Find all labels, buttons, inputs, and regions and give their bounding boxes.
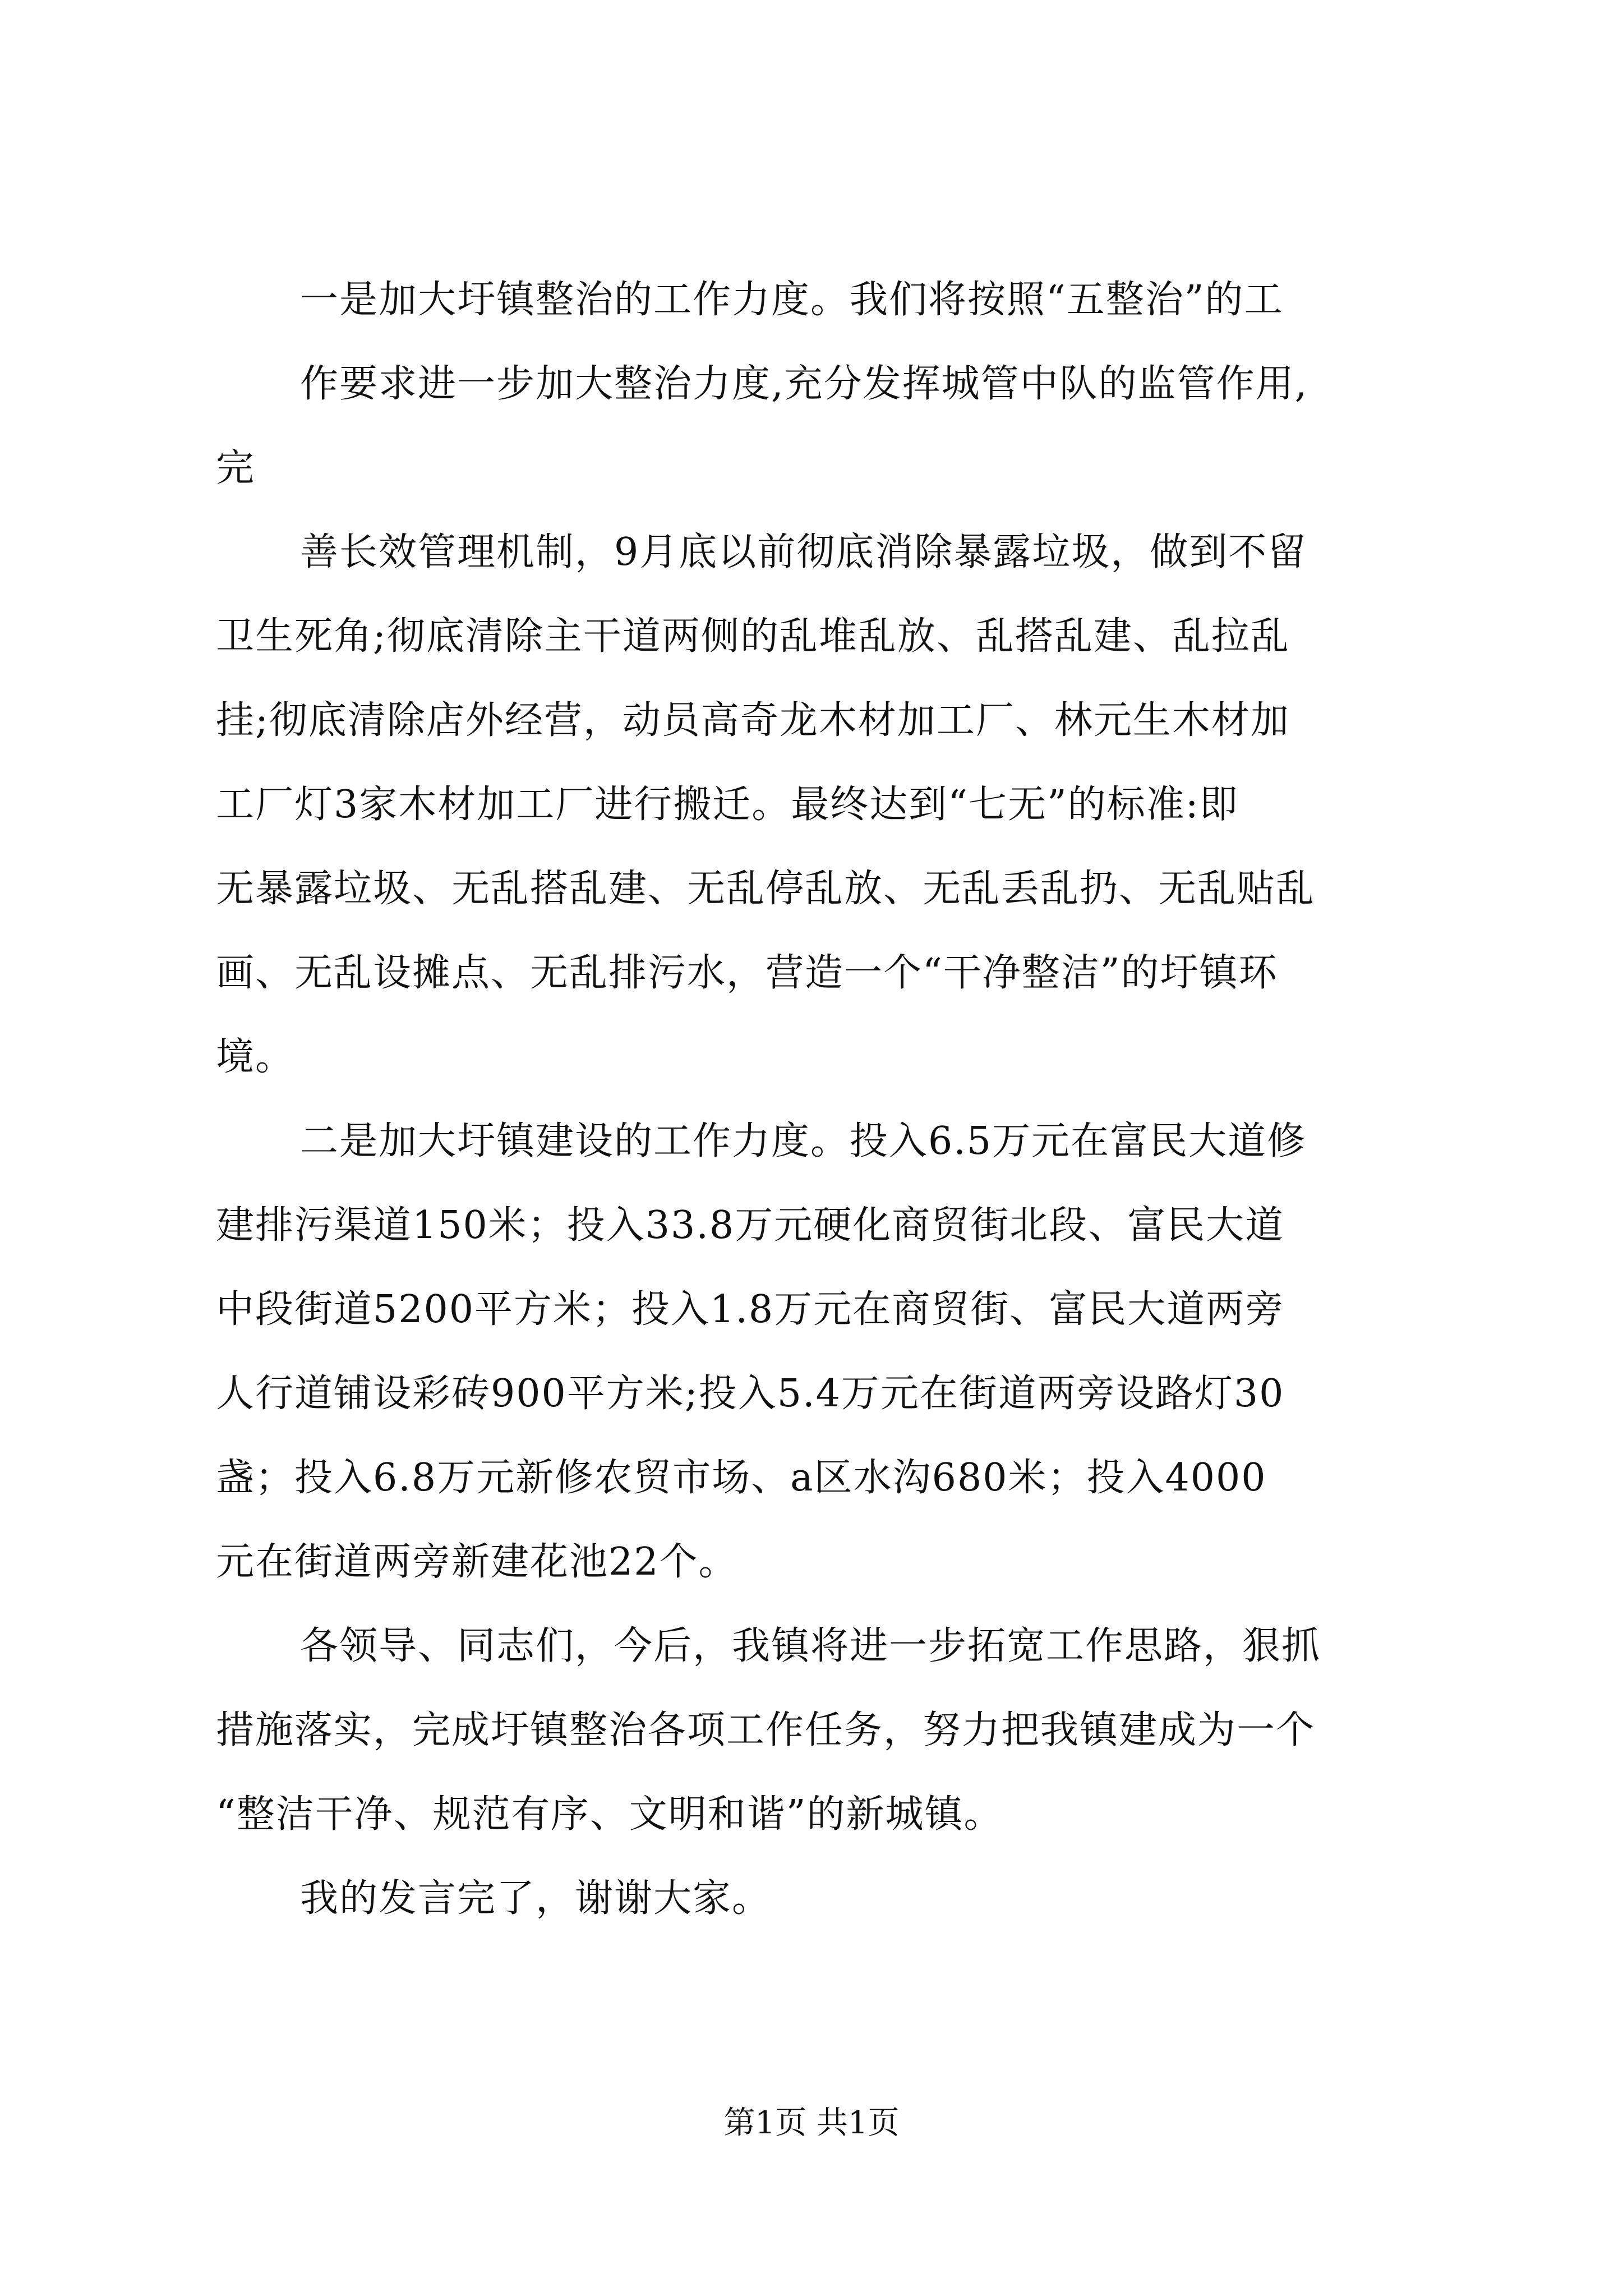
paragraph-line: 画、无乱设摊点、无乱排污水，营造一个“干净整洁”的圩镇环 [216, 951, 1278, 995]
paragraph-line: 善长效管理机制，9月底以前彻底消除暴露垃圾，做到不留 [300, 530, 1307, 574]
paragraph-line: 各领导、同志们，今后，我镇将进一步拓宽工作思路，狠抓 [300, 1624, 1321, 1668]
paragraph-line: 无暴露垃圾、无乱搭乱建、无乱停乱放、无乱丢乱扔、无乱贴乱 [216, 867, 1316, 911]
paragraph-line: 一是加大圩镇整治的工作力度。我们将按照“五整治”的工 [300, 278, 1284, 322]
paragraph-line: 建排污渠道150米；投入33.8万元硬化商贸街北段、富民大道 [216, 1203, 1285, 1248]
paragraph-line: 挂;彻底清除店外经营，动员高奇龙木材加工厂、林元生木材加 [216, 698, 1290, 743]
paragraph-line: 境。 [216, 1035, 295, 1079]
paragraph-line: 中段街道5200平方米；投入1.8万元在商贸街、富民大道两旁 [216, 1287, 1285, 1332]
paragraph-line: “整洁干净、规范有序、文明和谐”的新城镇。 [216, 1792, 1003, 1837]
paragraph-line: 完 [216, 446, 256, 490]
paragraph-line: 二是加大圩镇建设的工作力度。投入6.5万元在富民大道修 [300, 1119, 1307, 1163]
paragraph-line: 措施落实，完成圩镇整治各项工作任务，努力把我镇建成为一个 [216, 1708, 1316, 1752]
paragraph-line: 人行道铺设彩砖900平方米;投入5.4万元在街道两旁设路灯30 [216, 1372, 1285, 1416]
paragraph-line: 盏；投入6.8万元新修农贸市场、a区水沟680米；投入4000 [216, 1456, 1267, 1500]
paragraph-line: 我的发言完了，谢谢大家。 [300, 1876, 772, 1921]
paragraph-line: 元在街道两旁新建花池22个。 [216, 1540, 738, 1584]
paragraph-line: 工厂灯3家木材加工厂进行搬迁。最终达到“七无”的标准:即 [216, 783, 1239, 827]
page-number-footer: 第1页 共1页 [723, 2105, 900, 2141]
paragraph-line: 卫生死角;彻底清除主干道两侧的乱堆乱放、乱搭乱建、乱拉乱 [216, 614, 1290, 659]
document-body [216, 258, 1427, 1941]
paragraph-line: 作要求进一步加大整治力度,充分发挥城管中队的监管作用, [300, 362, 1308, 406]
